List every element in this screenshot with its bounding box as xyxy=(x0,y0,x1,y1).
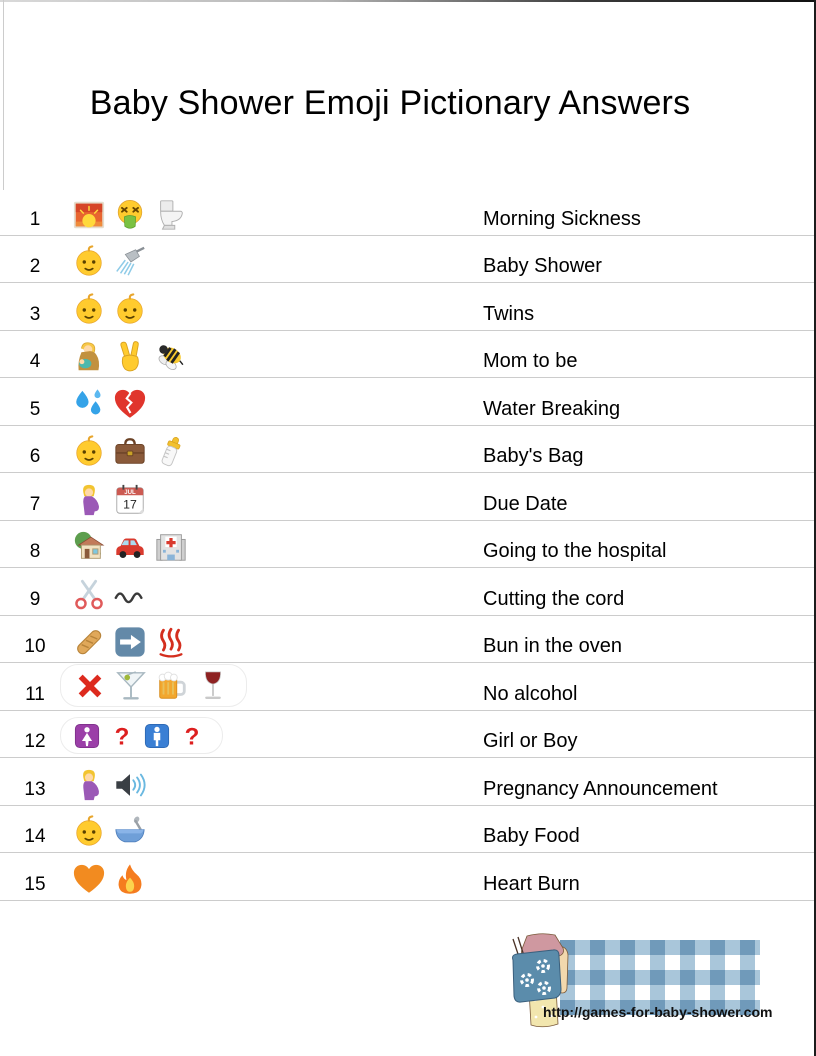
answer-row xyxy=(0,521,814,569)
svg-text:JUL: JUL xyxy=(124,488,136,496)
baby-icon xyxy=(72,815,106,849)
house-with-garden-icon xyxy=(72,530,106,564)
answer-row xyxy=(0,568,814,616)
answer-text: Heart Burn xyxy=(483,872,580,895)
hot-springs-icon xyxy=(154,625,188,659)
wine-glass-icon xyxy=(196,669,230,703)
baguette-bread-icon xyxy=(72,625,106,659)
answer-text: Baby Food xyxy=(483,825,580,847)
row-number: 2 xyxy=(29,256,41,277)
question-mark-icon xyxy=(178,722,206,750)
girls-symbol-icon xyxy=(73,722,101,750)
beer-mug-icon xyxy=(155,669,189,703)
baby-bottle-icon xyxy=(154,435,188,469)
row-number: 9 xyxy=(29,588,41,610)
answer-row xyxy=(0,188,814,236)
row-number: 15 xyxy=(24,873,46,895)
cocktail-glass-icon xyxy=(114,669,148,703)
answer-row xyxy=(0,331,814,379)
emoji-clue-group xyxy=(72,578,147,612)
wavy-dash-icon xyxy=(113,578,147,612)
hospital-icon xyxy=(154,530,188,564)
emoji-clue-group xyxy=(72,435,188,469)
answer-text: Water Breaking xyxy=(483,397,621,420)
emoji-clue-group xyxy=(72,245,147,279)
emoji-clue-group xyxy=(72,815,147,849)
answer-text: Bun in the oven xyxy=(483,635,622,657)
svg-text:17: 17 xyxy=(123,497,137,511)
answer-row xyxy=(0,663,814,711)
answer-text: No alcohol xyxy=(483,682,578,705)
baby-icon xyxy=(72,293,106,327)
cross-mark-icon xyxy=(73,669,107,703)
answer-text: Morning Sickness xyxy=(483,207,641,230)
emoji-clue-group xyxy=(72,530,188,564)
website-watermark xyxy=(495,930,775,1035)
vomiting-face-icon xyxy=(113,198,147,232)
emoji-clue-group xyxy=(72,625,188,659)
emoji-clue-group xyxy=(72,340,188,374)
baby-icon xyxy=(72,435,106,469)
emoji-clue-group xyxy=(72,198,188,232)
answer-row xyxy=(0,806,814,854)
row-number: 1 xyxy=(29,208,41,230)
sweat-droplets-icon xyxy=(72,388,106,422)
boys-symbol-icon xyxy=(143,722,171,750)
answer-row xyxy=(0,283,814,331)
emoji-clue-group xyxy=(72,483,147,517)
answer-row xyxy=(0,378,814,426)
answer-text: Mom to be xyxy=(483,350,578,372)
toilet-icon xyxy=(154,198,188,232)
answer-text: Due Date xyxy=(483,492,568,515)
breast-feeding-icon xyxy=(72,340,106,374)
svg-text:?: ? xyxy=(184,723,200,750)
svg-text:?: ? xyxy=(114,723,130,750)
answer-text: Baby's Bag xyxy=(483,445,584,467)
emoji-clue-group xyxy=(72,863,147,897)
emoji-clue-group xyxy=(72,293,147,327)
scissors-icon xyxy=(72,578,106,612)
answer-row xyxy=(0,758,814,806)
speaker-sound-icon xyxy=(113,768,147,802)
answer-text: Cutting the cord xyxy=(483,587,625,610)
sunrise-icon xyxy=(72,198,106,232)
emoji-clue-group xyxy=(72,768,147,802)
row-number: 14 xyxy=(24,826,46,847)
page-title: Baby Shower Emoji Pictionary Answers xyxy=(89,84,691,122)
row-number: 10 xyxy=(24,636,46,657)
fire-icon xyxy=(113,863,147,897)
question-mark-icon xyxy=(108,722,136,750)
answer-row xyxy=(0,426,814,474)
row-number: 4 xyxy=(29,351,41,372)
website-link[interactable]: http://games-for-baby-shower.com xyxy=(543,1004,773,1020)
row-number: 8 xyxy=(29,541,41,562)
row-number: 13 xyxy=(24,778,46,800)
answer-row xyxy=(0,236,814,284)
emoji-clue-group xyxy=(60,717,223,754)
answer-row xyxy=(0,616,814,664)
broken-heart-icon xyxy=(113,388,147,422)
answer-row xyxy=(0,711,814,759)
row-number: 3 xyxy=(29,303,41,325)
emoji-clue-group xyxy=(72,388,147,422)
answers-list xyxy=(0,188,814,901)
row-number: 7 xyxy=(29,493,41,515)
row-number: 5 xyxy=(29,398,41,420)
row-number: 6 xyxy=(29,446,41,467)
pregnant-woman-icon xyxy=(72,483,106,517)
answer-text: Twins xyxy=(483,302,535,325)
arrow-right-icon xyxy=(113,625,147,659)
emoji-clue-group xyxy=(60,664,247,707)
pregnant-woman-icon xyxy=(72,768,106,802)
baby-icon xyxy=(72,245,106,279)
answer-text: Baby Shower xyxy=(483,255,602,277)
answer-text: Girl or Boy xyxy=(483,730,578,752)
honeybee-icon xyxy=(154,340,188,374)
answer-row xyxy=(0,853,814,901)
answer-row xyxy=(0,473,814,521)
row-number: 11 xyxy=(25,683,45,705)
shower-icon xyxy=(113,245,147,279)
victory-hand-icon xyxy=(113,340,147,374)
car-icon xyxy=(113,530,147,564)
bowl-with-spoon-icon xyxy=(113,815,147,849)
orange-heart-icon xyxy=(72,863,106,897)
row-number: 12 xyxy=(24,731,46,752)
answer-text: Going to the hospital xyxy=(483,540,667,562)
calendar-icon xyxy=(113,483,147,517)
answer-text: Pregnancy Announcement xyxy=(483,777,718,800)
briefcase-icon xyxy=(113,435,147,469)
baby-icon xyxy=(113,293,147,327)
